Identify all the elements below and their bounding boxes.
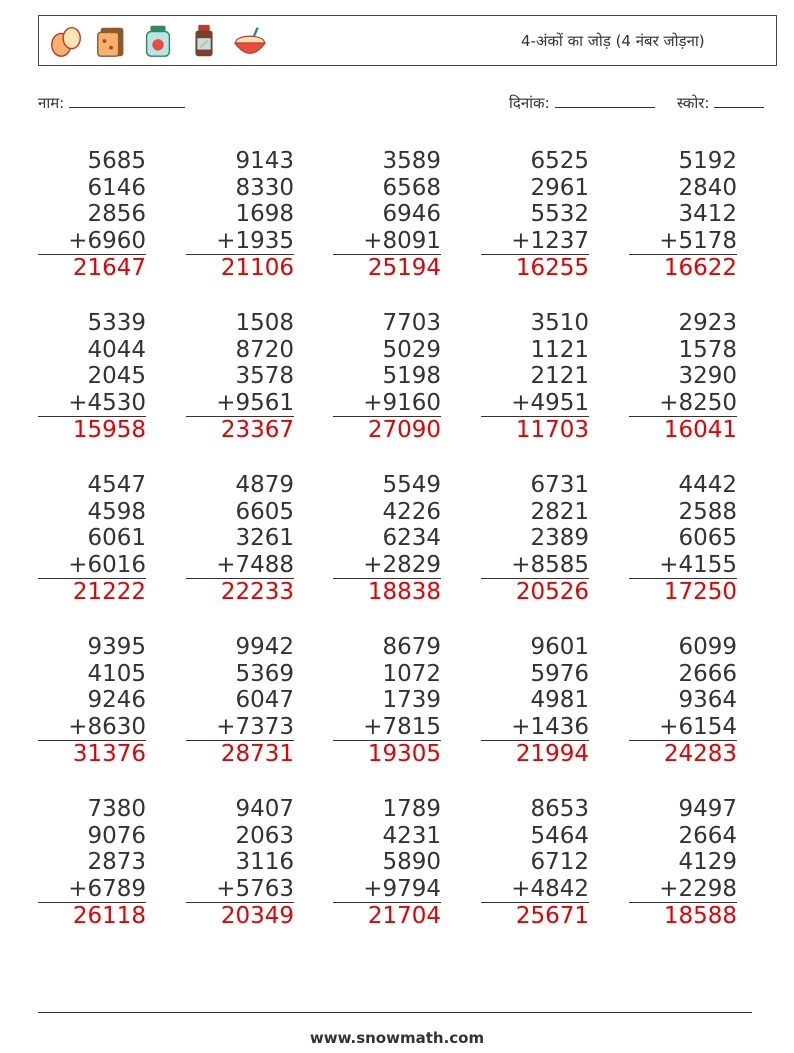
addend: +5763 <box>186 876 294 904</box>
addend: +8250 <box>629 390 737 418</box>
addend: 7380 <box>87 796 146 822</box>
addend: +2829 <box>333 552 441 580</box>
addend: 9395 <box>87 634 146 660</box>
addend: 4547 <box>87 472 146 498</box>
addend: 3290 <box>678 363 737 390</box>
addend: 6712 <box>530 849 589 876</box>
answer: 21994 <box>515 741 589 768</box>
addend: 4105 <box>87 660 146 687</box>
problem <box>333 310 441 444</box>
addend: 5549 <box>382 472 441 498</box>
answer: 23367 <box>220 417 294 444</box>
addend: 2873 <box>87 849 146 876</box>
addend: 4442 <box>678 472 737 498</box>
problem <box>38 310 146 444</box>
addend: +6960 <box>38 228 146 256</box>
problem <box>481 472 589 606</box>
problem <box>629 148 737 282</box>
answer: 25194 <box>367 255 441 282</box>
addend: +4155 <box>629 552 737 580</box>
addend: 3261 <box>235 525 294 552</box>
addend: 9497 <box>678 796 737 822</box>
addend: +7488 <box>186 552 294 580</box>
addend: 9143 <box>235 148 294 174</box>
addend: 2121 <box>530 363 589 390</box>
bread-icon <box>93 22 131 60</box>
bowl-icon <box>231 22 269 60</box>
addend: 2063 <box>235 822 294 849</box>
addend: 6146 <box>87 174 146 201</box>
addend: +4530 <box>38 390 146 418</box>
addend: 9942 <box>235 634 294 660</box>
answer: 21704 <box>367 903 441 930</box>
addend: +6789 <box>38 876 146 904</box>
addend: 1739 <box>382 687 441 714</box>
answer: 18588 <box>663 903 737 930</box>
addend: +1237 <box>481 228 589 256</box>
answer: 11703 <box>515 417 589 444</box>
answer: 20526 <box>515 579 589 606</box>
addend: +4951 <box>481 390 589 418</box>
addend: 6568 <box>382 174 441 201</box>
problem <box>333 148 441 282</box>
addend: 7703 <box>382 310 441 336</box>
problem <box>333 634 441 768</box>
addend: 6525 <box>530 148 589 174</box>
addend: 1698 <box>235 201 294 228</box>
score-line <box>714 92 764 108</box>
addend: 5532 <box>530 201 589 228</box>
addend: 6946 <box>382 201 441 228</box>
addend: 9076 <box>87 822 146 849</box>
problem <box>186 472 294 606</box>
answer: 21222 <box>72 579 146 606</box>
problem <box>481 634 589 768</box>
addend: 9246 <box>87 687 146 714</box>
addend: 2840 <box>678 174 737 201</box>
addend: +2298 <box>629 876 737 904</box>
addend: +9160 <box>333 390 441 418</box>
problem <box>38 148 146 282</box>
addend: 3412 <box>678 201 737 228</box>
addend: 5198 <box>382 363 441 390</box>
addend: +6154 <box>629 714 737 742</box>
addend: +1935 <box>186 228 294 256</box>
answer: 19305 <box>367 741 441 768</box>
addend: 6047 <box>235 687 294 714</box>
addend: 5890 <box>382 849 441 876</box>
addend: 2389 <box>530 525 589 552</box>
answer: 18838 <box>367 579 441 606</box>
eggs-icon <box>47 22 85 60</box>
addend: 5369 <box>235 660 294 687</box>
name-line <box>69 92 185 108</box>
problem <box>629 796 737 930</box>
date-line <box>555 92 655 108</box>
addend: 8653 <box>530 796 589 822</box>
answer: 20349 <box>220 903 294 930</box>
addend: 1121 <box>530 336 589 363</box>
addend: 2856 <box>87 201 146 228</box>
addend: +1436 <box>481 714 589 742</box>
problem <box>333 472 441 606</box>
addend: +7373 <box>186 714 294 742</box>
addend: 8720 <box>235 336 294 363</box>
addend: 2666 <box>678 660 737 687</box>
addend: 2045 <box>87 363 146 390</box>
date-field <box>509 92 655 113</box>
answer: 16255 <box>515 255 589 282</box>
footer-site: www.snowmath.com <box>309 1029 485 1047</box>
addend: +8091 <box>333 228 441 256</box>
addend: +5178 <box>629 228 737 256</box>
addend: 4598 <box>87 498 146 525</box>
icon-row <box>47 22 269 60</box>
addend: 4231 <box>382 822 441 849</box>
name-label: नाम: <box>38 94 65 112</box>
addend: 2664 <box>678 822 737 849</box>
addend: 4981 <box>530 687 589 714</box>
problem <box>629 472 737 606</box>
problem <box>38 634 146 768</box>
addend: 6731 <box>530 472 589 498</box>
addend: 5976 <box>530 660 589 687</box>
addend: 3589 <box>382 148 441 174</box>
answer: 15958 <box>72 417 146 444</box>
addend: 3578 <box>235 363 294 390</box>
addend: 3116 <box>235 849 294 876</box>
answer: 16622 <box>663 255 737 282</box>
problem <box>186 148 294 282</box>
problem <box>38 796 146 930</box>
problem <box>186 796 294 930</box>
addend: 4044 <box>87 336 146 363</box>
answer: 24283 <box>663 741 737 768</box>
answer: 17250 <box>663 579 737 606</box>
answer: 21106 <box>220 255 294 282</box>
addend: 2821 <box>530 498 589 525</box>
addend: 1072 <box>382 660 441 687</box>
addend: 5685 <box>87 148 146 174</box>
score-label: स्कोर: <box>677 94 710 112</box>
problem <box>186 310 294 444</box>
score-field <box>677 92 764 113</box>
problem <box>481 310 589 444</box>
problem <box>333 796 441 930</box>
addend: 1508 <box>235 310 294 336</box>
addend: +8630 <box>38 714 146 742</box>
problem <box>629 310 737 444</box>
addend: 8330 <box>235 174 294 201</box>
addend: 1578 <box>678 336 737 363</box>
answer: 22233 <box>220 579 294 606</box>
addend: 3510 <box>530 310 589 336</box>
addend: +6016 <box>38 552 146 580</box>
addend: 2923 <box>678 310 737 336</box>
problem <box>481 148 589 282</box>
addend: 5192 <box>678 148 737 174</box>
bottle-icon <box>185 22 223 60</box>
addend: 2588 <box>678 498 737 525</box>
worksheet-header <box>38 15 777 66</box>
addend: 5464 <box>530 822 589 849</box>
jam-jar-icon <box>139 22 177 60</box>
addend: +4842 <box>481 876 589 904</box>
problem <box>629 634 737 768</box>
addend: 9601 <box>530 634 589 660</box>
addend: 1789 <box>382 796 441 822</box>
answer: 21647 <box>72 255 146 282</box>
addend: 9364 <box>678 687 737 714</box>
problem <box>38 472 146 606</box>
addend: 6099 <box>678 634 737 660</box>
addend: 6234 <box>382 525 441 552</box>
addend: 9407 <box>235 796 294 822</box>
addend: 5029 <box>382 336 441 363</box>
addend: +9794 <box>333 876 441 904</box>
addend: 6605 <box>235 498 294 525</box>
page-title: 4-अंकों का जोड़ (4 नंबर जोड़ना) <box>521 32 705 50</box>
addend: +8585 <box>481 552 589 580</box>
footer-divider <box>38 1012 752 1013</box>
addend: +7815 <box>333 714 441 742</box>
answer: 25671 <box>515 903 589 930</box>
addend: 4879 <box>235 472 294 498</box>
answer: 16041 <box>663 417 737 444</box>
answer: 28731 <box>220 741 294 768</box>
addend: 6065 <box>678 525 737 552</box>
addend: 6061 <box>87 525 146 552</box>
addend: +9561 <box>186 390 294 418</box>
addend: 4129 <box>678 849 737 876</box>
problem <box>481 796 589 930</box>
date-label: दिनांक: <box>509 94 550 112</box>
problem <box>186 634 294 768</box>
problem-grid <box>38 146 778 946</box>
name-field <box>38 92 185 113</box>
addend: 2961 <box>530 174 589 201</box>
answer: 26118 <box>72 903 146 930</box>
addend: 8679 <box>382 634 441 660</box>
addend: 4226 <box>382 498 441 525</box>
answer: 31376 <box>72 741 146 768</box>
answer: 27090 <box>367 417 441 444</box>
addend: 5339 <box>87 310 146 336</box>
